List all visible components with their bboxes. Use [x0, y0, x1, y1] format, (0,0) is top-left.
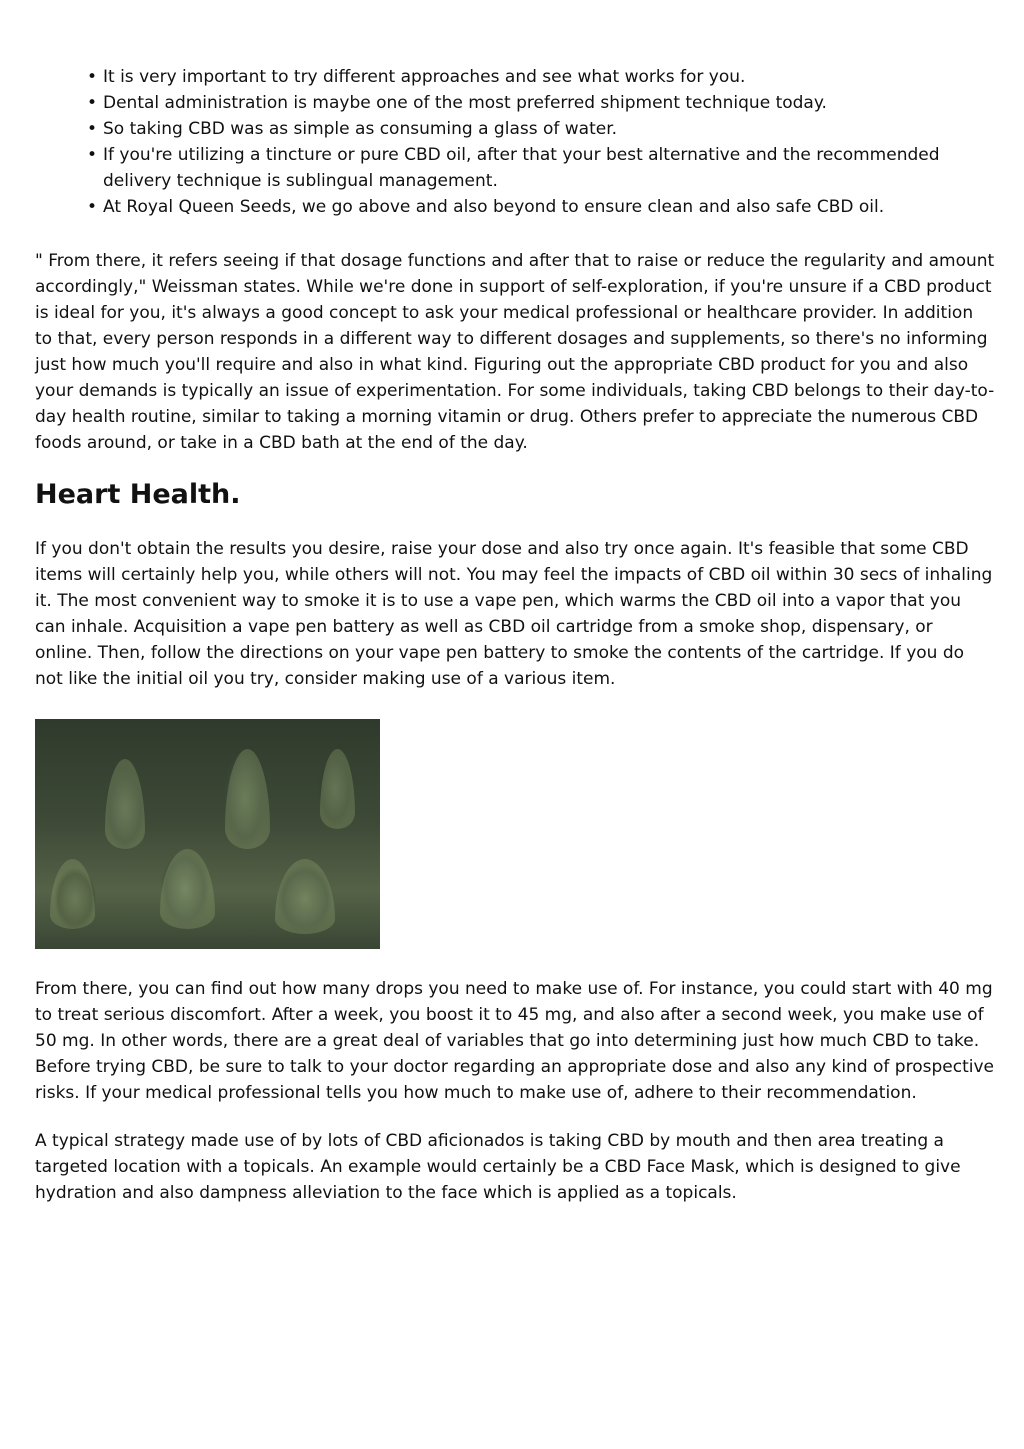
spacer: [35, 512, 995, 536]
bullet-item: • So taking CBD was as simple as consuming a glass of water.: [103, 116, 995, 142]
spacer: [35, 949, 995, 976]
photo-detail: [105, 759, 145, 849]
document-page: [35, 64, 995, 1206]
photo-detail: [320, 749, 355, 829]
paragraph-dosage: " From there, it refers seeing if that dosage functions and after that to raise or reduce the regularity and amount accordingly," Weissman states. While we're done in support of self-exploration, if you're unsure if a CBD product is ideal for you, it's always a good concept to ask your medical professional or healthcare provider. In addition to that, every person responds in a different way to different dosages and supplements, so there's no informing just how much you'll require and also in what kind. Figuring out the appropriate CBD product for you and also your demands is typically an issue of experimentation. For some individuals, taking CBD belongs to their day-to-day health routine, similar to taking a morning vitamin or drug. Others prefer to appreciate the numerous CBD foods around, or take in a CBD bath at the end of the day.: [35, 251, 995, 453]
bullet-list: [35, 64, 995, 220]
photo-detail: [50, 859, 95, 929]
paragraph-vape: If you don't obtain the results you desire, raise your dose and also try once again. It's feasible that some CBD items will certainly help you, while others will not. You may feel the impacts of CBD oil within 30 secs of inhaling it. The most convenient way to smoke it is to use a vape pen, which warms the CBD oil into a vapor that you can inhale. Acquisition a vape pen battery as well as CBD oil cartridge from a smoke shop, dispensary, or online. Then, follow the directions on your vape pen battery to smoke the contents of the cartridge. If you do not like the initial oil you try, consider making use of a various item.: [35, 539, 993, 689]
spacer: [35, 692, 995, 719]
bullet-item: • At Royal Queen Seeds, we go above and also beyond to ensure clean and also safe CBD oil.: [103, 194, 995, 220]
paragraph-topicals: A typical strategy made use of by lots of CBD aficionados is taking CBD by mouth and then area treating a targeted location with a topicals. An example would certainly be a CBD Face Mask, which is designed to give hydration and also dampness alleviation to the face which is applied as a topicals.: [35, 1131, 961, 1203]
bullet-item: • It is very important to try different approaches and see what works for you.: [103, 64, 995, 90]
photo-detail: [275, 859, 335, 934]
bullet-item: • If you're utilizing a tincture or pure CBD oil, after that your best alternative and the recommended delivery technique is sublingual management.: [103, 142, 995, 194]
photo-detail: [160, 849, 215, 929]
cannabis-plants-photo: [35, 719, 380, 949]
photo-detail: [225, 749, 270, 849]
spacer: [35, 220, 995, 248]
section-heading: Heart Health.: [35, 479, 241, 510]
bullet-item: • Dental administration is maybe one of the most preferred shipment technique today.: [103, 90, 995, 116]
spacer: [35, 456, 995, 478]
spacer: [35, 1106, 995, 1128]
paragraph-drops: From there, you can find out how many drops you need to make use of. For instance, you could start with 40 mg to treat serious discomfort. After a week, you boost it to 45 mg, and also after a second week, you make use of 50 mg. In other words, there are a great deal of variables that go into determining just how much CBD to take. Before trying CBD, be sure to talk to your doctor regarding an appropriate dose and also any kind of prospective risks. If your medical professional tells you how much to make use of, adhere to their recommendation.: [35, 979, 994, 1103]
